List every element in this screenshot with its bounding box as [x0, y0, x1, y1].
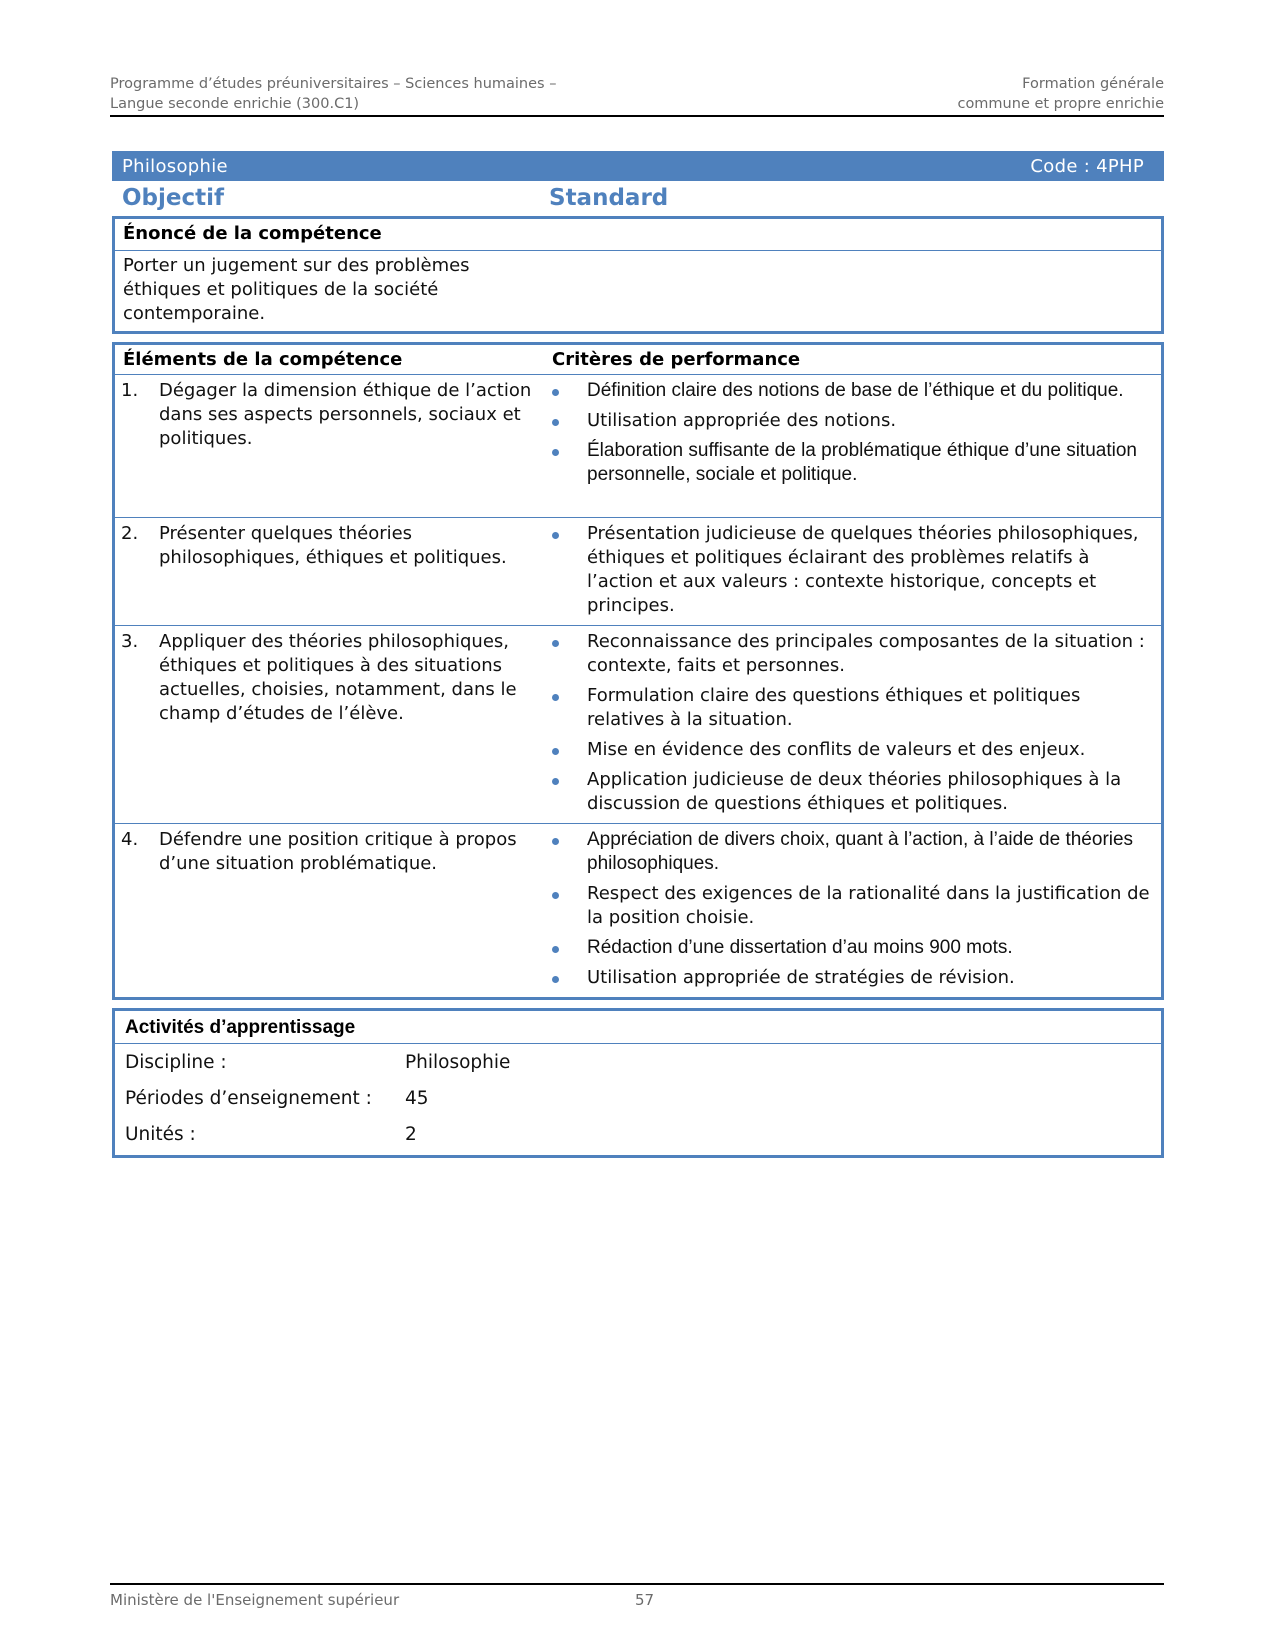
- list-item: Respect des exigences de la rationalité dans la justification de la position choisie.: [549, 882, 1153, 930]
- bullet-icon: [549, 936, 587, 960]
- elements-header: Éléments de la compétence: [123, 349, 403, 370]
- header-program-line2: Langue seconde enrichie (300.C1): [110, 96, 360, 112]
- bullet-icon: [549, 409, 587, 433]
- page-header: [110, 74, 1164, 117]
- element-number: 1.: [121, 380, 139, 401]
- header-formation-line2: commune et propre enrichie: [957, 96, 1164, 112]
- objectif-heading: Objectif: [122, 185, 225, 211]
- criteria-list: [549, 375, 1161, 517]
- enonce-title: Énoncé de la compétence: [115, 219, 1161, 251]
- list-item: Reconnaissance des principales composantes de la situation : contexte, faits et personnes.: [549, 630, 1153, 678]
- element-number: 2.: [121, 523, 139, 544]
- course-code: Code : 4PHP: [1030, 155, 1144, 177]
- element-number: 4.: [121, 829, 139, 850]
- bullet-icon: [549, 522, 587, 618]
- enonce-text: Porter un jugement sur des problèmes éthiques et politiques de la société contemporaine.: [123, 255, 470, 324]
- bullet-icon: [549, 828, 587, 876]
- header-program: [110, 74, 556, 115]
- activites-title: Activités d’apprentissage: [115, 1011, 1161, 1044]
- bullet-icon: [549, 738, 587, 762]
- bullet-icon: [549, 966, 587, 990]
- header-formation-line1: Formation générale: [1022, 76, 1164, 92]
- criteria-list: [549, 626, 1161, 823]
- list-item: Élaboration suffisante de la problématique éthique d’une situation personnelle, sociale et politique.: [549, 439, 1153, 487]
- course-title-bar: [112, 151, 1164, 181]
- table-row: [115, 626, 1161, 824]
- bullet-icon: [549, 684, 587, 732]
- unites-label: Unités :: [125, 1123, 196, 1145]
- table-row: [115, 824, 1161, 996]
- bullet-icon: [549, 882, 587, 930]
- activite-unites: [115, 1116, 1161, 1152]
- periodes-label: Périodes d’enseignement :: [125, 1087, 372, 1109]
- element-text: Présenter quelques théories philosophiques, éthiques et politiques.: [159, 523, 507, 568]
- list-item: Appréciation de divers choix, quant à l’action, à l’aide de théories philosophiques.: [549, 828, 1153, 876]
- element-text: Défendre une position critique à propos d’une situation problématique.: [159, 829, 517, 874]
- criteres-header: Critères de performance: [552, 349, 801, 370]
- page-number: 57: [635, 1591, 655, 1609]
- footer-ministry: Ministère de l'Enseignement supérieur: [110, 1591, 400, 1609]
- header-program-line1: Programme d’études préuniversitaires – Sciences humaines –: [110, 76, 557, 92]
- unites-value: 2: [405, 1123, 417, 1145]
- page-footer: [110, 1583, 1164, 1609]
- header-formation: [957, 74, 1164, 115]
- list-item: Mise en évidence des conflits de valeurs et des enjeux.: [549, 738, 1153, 762]
- bullet-icon: [549, 439, 587, 487]
- bullet-icon: [549, 630, 587, 678]
- element-number: 3.: [121, 631, 139, 652]
- activites-box: [112, 1008, 1164, 1158]
- list-item: Formulation claire des questions éthiques et politiques relatives à la situation.: [549, 684, 1153, 732]
- list-item: Application judicieuse de deux théories philosophiques à la discussion de questions éthiques et politiques.: [549, 768, 1153, 816]
- criteria-list: [549, 824, 1161, 996]
- bullet-icon: [549, 768, 587, 816]
- enonce-box: [112, 216, 1164, 334]
- standard-heading: Standard: [549, 185, 669, 211]
- activite-periodes: [115, 1080, 1161, 1116]
- periodes-value: 45: [405, 1087, 429, 1109]
- elements-header-row: [115, 345, 1161, 375]
- table-row: [115, 518, 1161, 626]
- discipline-value: Philosophie: [405, 1051, 511, 1073]
- list-item: Utilisation appropriée des notions.: [549, 409, 1153, 433]
- element-text: Appliquer des théories philosophiques, éthiques et politiques à des situations actuelles, choisies, notamment, dans le champ d’études de l’élève.: [159, 631, 517, 724]
- column-titles: [112, 183, 1164, 215]
- list-item: Définition claire des notions de base de l’éthique et du politique.: [549, 379, 1153, 403]
- elements-table: [112, 342, 1164, 1000]
- criteria-list: [549, 518, 1161, 625]
- element-text: Dégager la dimension éthique de l’action dans ses aspects personnels, sociaux et politiques.: [159, 380, 532, 449]
- list-item: Utilisation appropriée de stratégies de révision.: [549, 966, 1153, 990]
- bullet-icon: [549, 379, 587, 403]
- course-name: Philosophie: [122, 155, 228, 177]
- list-item: Rédaction d’une dissertation d’au moins 900 mots.: [549, 936, 1153, 960]
- table-row: [115, 375, 1161, 518]
- activite-discipline: [115, 1044, 1161, 1080]
- list-item: Présentation judicieuse de quelques théories philosophiques, éthiques et politiques éclairant des problèmes relatifs à l’action et aux valeurs : contexte historique, concepts et principes.: [549, 522, 1153, 618]
- discipline-label: Discipline :: [125, 1051, 227, 1073]
